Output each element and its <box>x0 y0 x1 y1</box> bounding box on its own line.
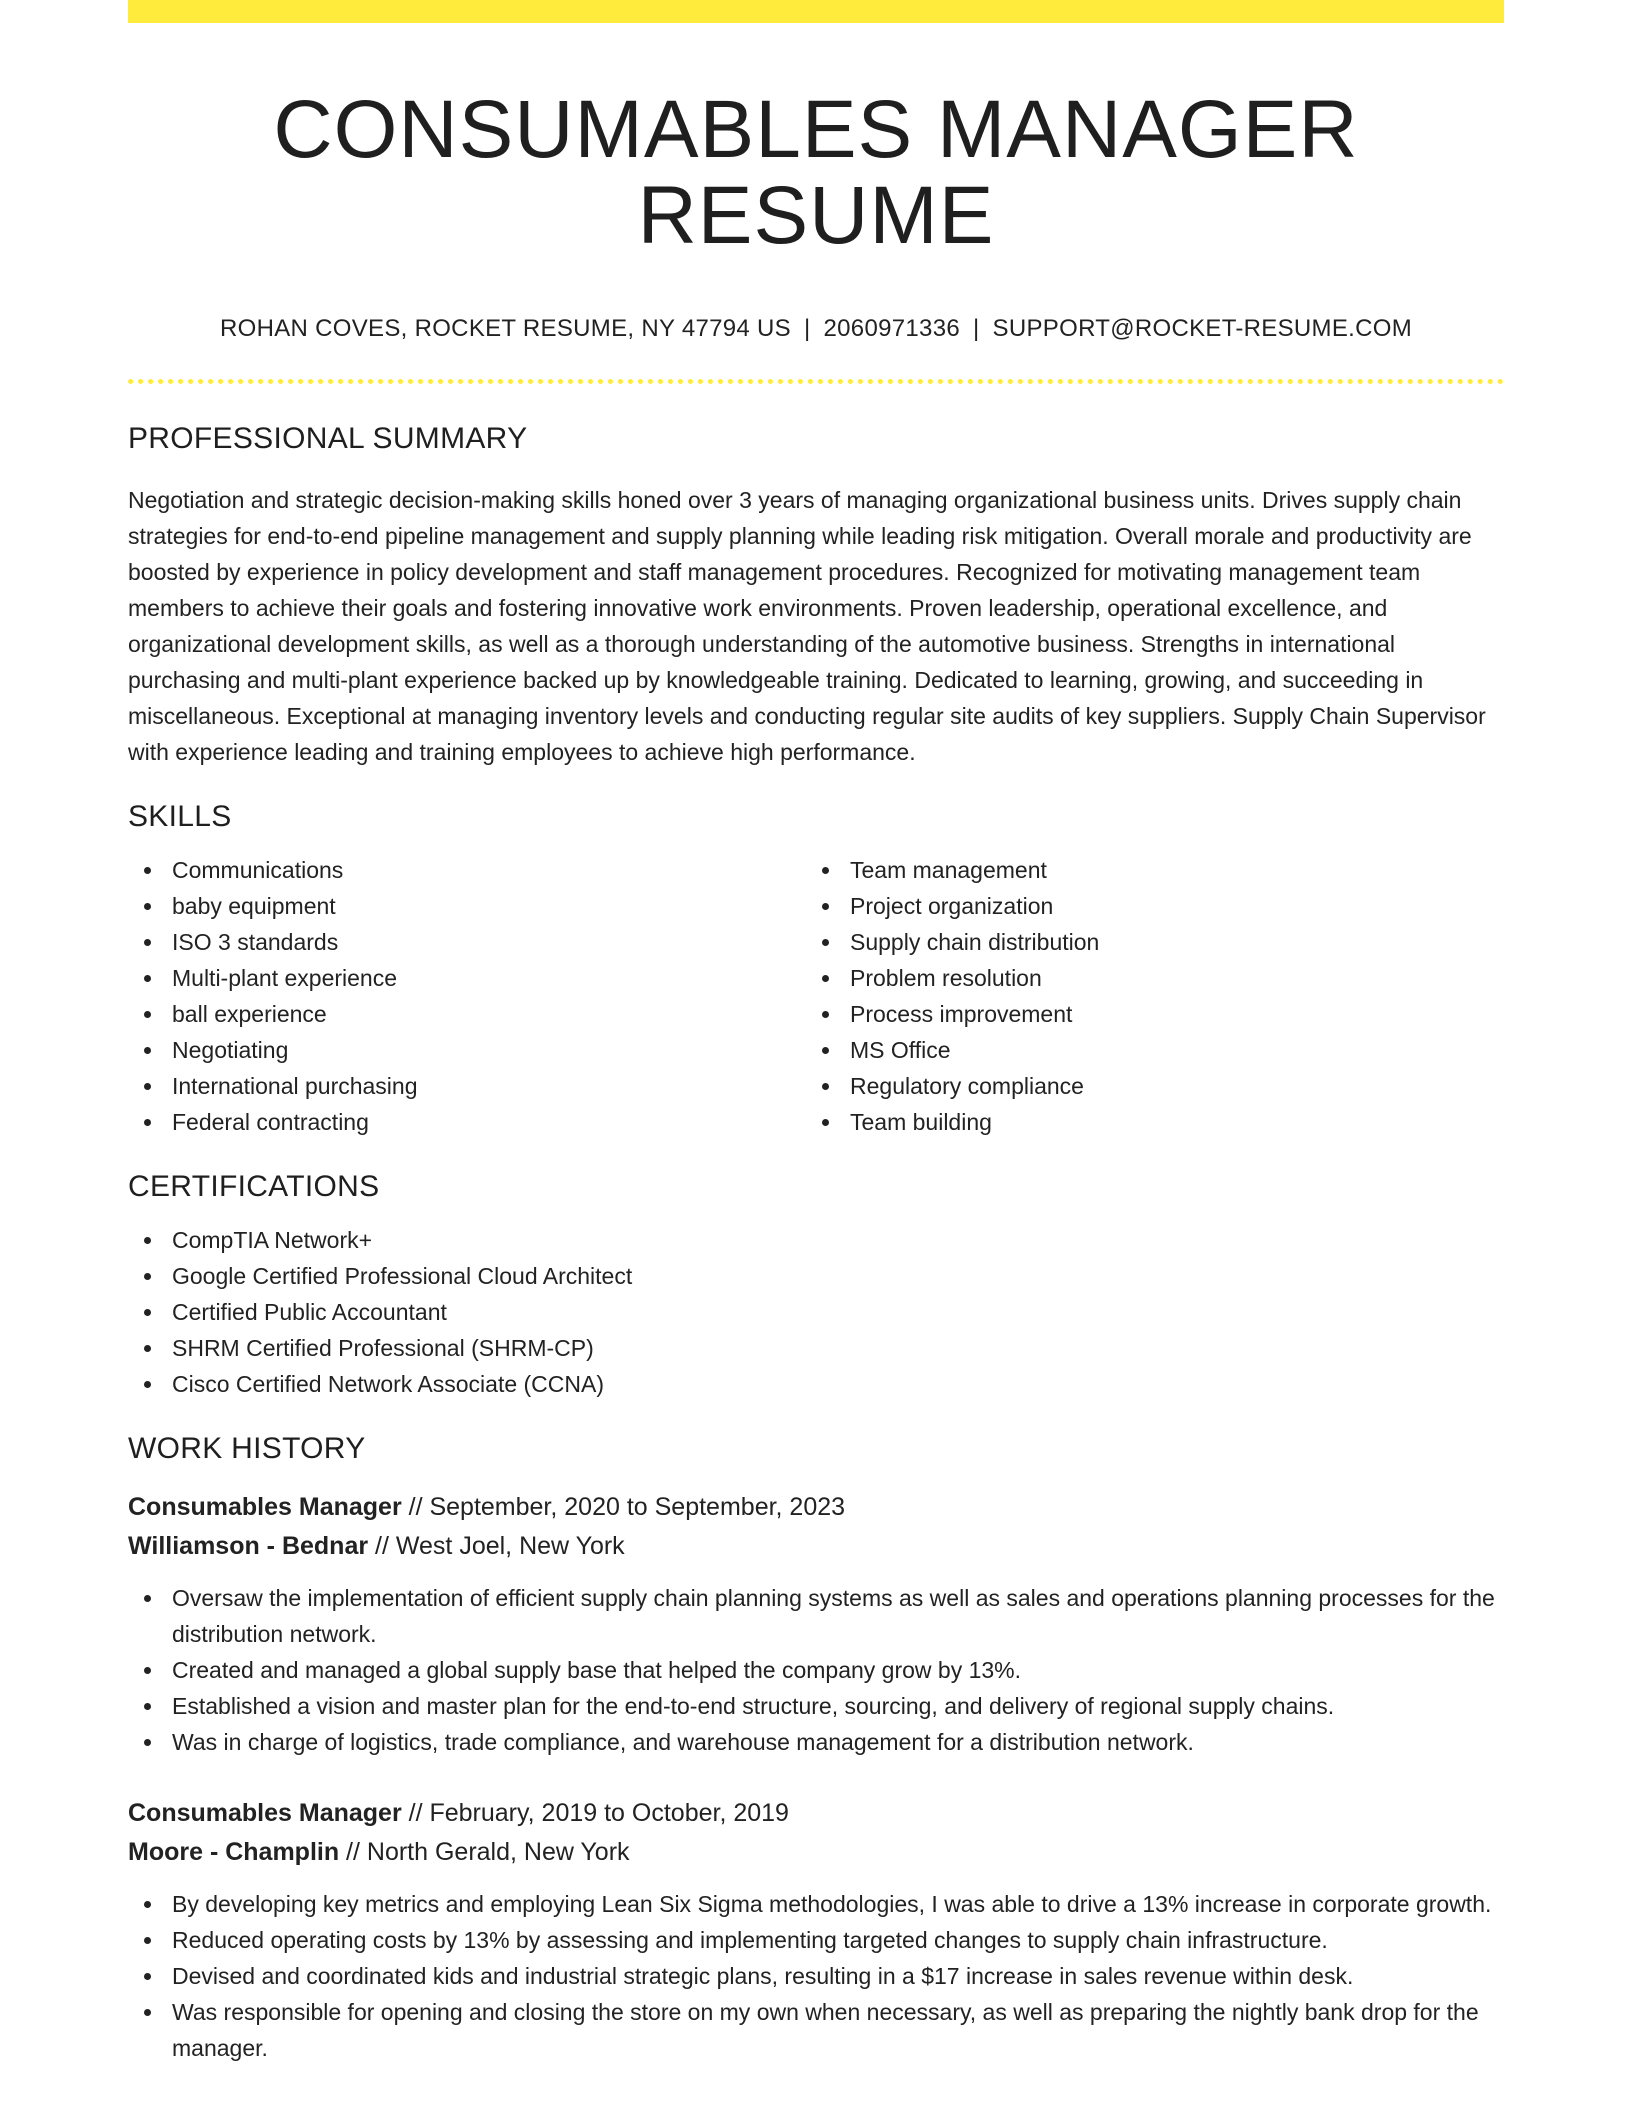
job-dates: // February, 2019 to October, 2019 <box>401 1799 789 1828</box>
job-company: Williamson - Bednar <box>128 1532 369 1561</box>
job-title: Consumables Manager <box>128 1799 402 1828</box>
job-company: Moore - Champlin <box>128 1838 340 1867</box>
accent-bar <box>128 0 1504 23</box>
contact-line <box>128 315 1504 343</box>
skill-item: Communications <box>128 852 806 888</box>
skill-item: Negotiating <box>128 1032 806 1068</box>
skills-list <box>128 852 1504 1140</box>
skill-item: Regulatory compliance <box>806 1068 1484 1104</box>
job-bullet: Was responsible for opening and closing the store on my own when necessary, as well as preparing the nightly bank drop for the manager. <box>128 1994 1504 2066</box>
skill-item: Supply chain distribution <box>806 924 1484 960</box>
job-location: // North Gerald, New York <box>339 1838 630 1867</box>
skill-item: ball experience <box>128 996 806 1032</box>
certification-item: Google Certified Professional Cloud Architect <box>128 1258 1504 1294</box>
skill-item: Team building <box>806 1104 1484 1140</box>
job-bullet: Devised and coordinated kids and industrial strategic plans, resulting in a $17 increase in sales revenue within desk. <box>128 1958 1504 1994</box>
job-bullet: Created and managed a global supply base that helped the company grow by 13%. <box>128 1652 1504 1688</box>
resume-title: CONSUMABLES MANAGER RESUME <box>273 84 1359 262</box>
skills-column-left <box>128 852 806 1140</box>
skills-heading: SKILLS <box>128 800 232 834</box>
skill-item: International purchasing <box>128 1068 806 1104</box>
job-title-line <box>128 1794 1504 1833</box>
job-title-line <box>128 1488 1504 1527</box>
job-company-line <box>128 1833 1504 1872</box>
job-entry <box>128 1794 1504 2066</box>
job-entry <box>128 1488 1504 1760</box>
skill-item: MS Office <box>806 1032 1484 1068</box>
skill-item: ISO 3 standards <box>128 924 806 960</box>
job-bullets <box>128 1886 1504 2066</box>
certification-item: Certified Public Accountant <box>128 1294 1504 1330</box>
skill-item: baby equipment <box>128 888 806 924</box>
certification-item: Cisco Certified Network Associate (CCNA) <box>128 1366 1504 1402</box>
skills-column-right <box>806 852 1484 1140</box>
contact-separator: | <box>803 315 811 343</box>
summary-text: Negotiation and strategic decision-making skills honed over 3 years of managing organizational business units. Drives supply chain strategies for end-to-end pipeline management and supply planning while leading risk mitigation. Overall morale and productivity are boosted by experience in policy development and staff management procedures. Recognized for motivating management team members to achieve their goals and fostering innovative work environments. Proven leadership, operational excellence, and organizational development skills, as well as a thorough understanding of the automotive business. Strengths in international purchasing and multi-plant experience backed up by knowledgeable training. Dedicated to learning, growing, and succeeding in miscellaneous. Exceptional at managing inventory levels and conducting regular site audits of key suppliers. Supply Chain Supervisor with experience leading and training employees to achieve high performance. <box>128 487 1486 766</box>
skill-item: Multi-plant experience <box>128 960 806 996</box>
certification-item: CompTIA Network+ <box>128 1222 1504 1258</box>
work-history-heading: WORK HISTORY <box>128 1432 366 1466</box>
contact-separator: | <box>973 315 980 343</box>
contact-address: ROHAN COVES, ROCKET RESUME, NY 47794 US <box>219 315 791 343</box>
job-dates: // September, 2020 to September, 2023 <box>401 1493 846 1522</box>
resume-page <box>128 0 1504 2066</box>
skill-item: Project organization <box>806 888 1484 924</box>
skill-item: Team management <box>806 852 1484 888</box>
job-company-line <box>128 1527 1504 1566</box>
skill-item: Problem resolution <box>806 960 1484 996</box>
job-bullet: Was in charge of logistics, trade compliance, and warehouse management for a distribution network. <box>128 1724 1504 1760</box>
job-title: Consumables Manager <box>128 1493 402 1522</box>
certifications-heading: CERTIFICATIONS <box>128 1170 380 1204</box>
contact-email: SUPPORT@ROCKET-RESUME.COM <box>992 315 1413 343</box>
skill-item: Federal contracting <box>128 1104 806 1140</box>
job-bullets <box>128 1580 1504 1760</box>
skill-item: Process improvement <box>806 996 1484 1032</box>
contact-phone: 2060971336 <box>823 315 960 343</box>
job-bullet: Reduced operating costs by 13% by assessing and implementing targeted changes to supply chain infrastructure. <box>128 1922 1504 1958</box>
job-bullet: Established a vision and master plan for the end-to-end structure, sourcing, and delivery of regional supply chains. <box>128 1688 1504 1724</box>
job-location: // West Joel, New York <box>368 1532 625 1561</box>
dotted-divider <box>128 379 1504 384</box>
job-bullet: Oversaw the implementation of efficient supply chain planning systems as well as sales and operations planning processes for the distribution network. <box>128 1580 1504 1652</box>
certifications-list <box>128 1222 1504 1402</box>
summary-heading: PROFESSIONAL SUMMARY <box>128 422 528 456</box>
certification-item: SHRM Certified Professional (SHRM-CP) <box>128 1330 1504 1366</box>
job-bullet: By developing key metrics and employing Lean Six Sigma methodologies, I was able to drive a 13% increase in corporate growth. <box>128 1886 1504 1922</box>
